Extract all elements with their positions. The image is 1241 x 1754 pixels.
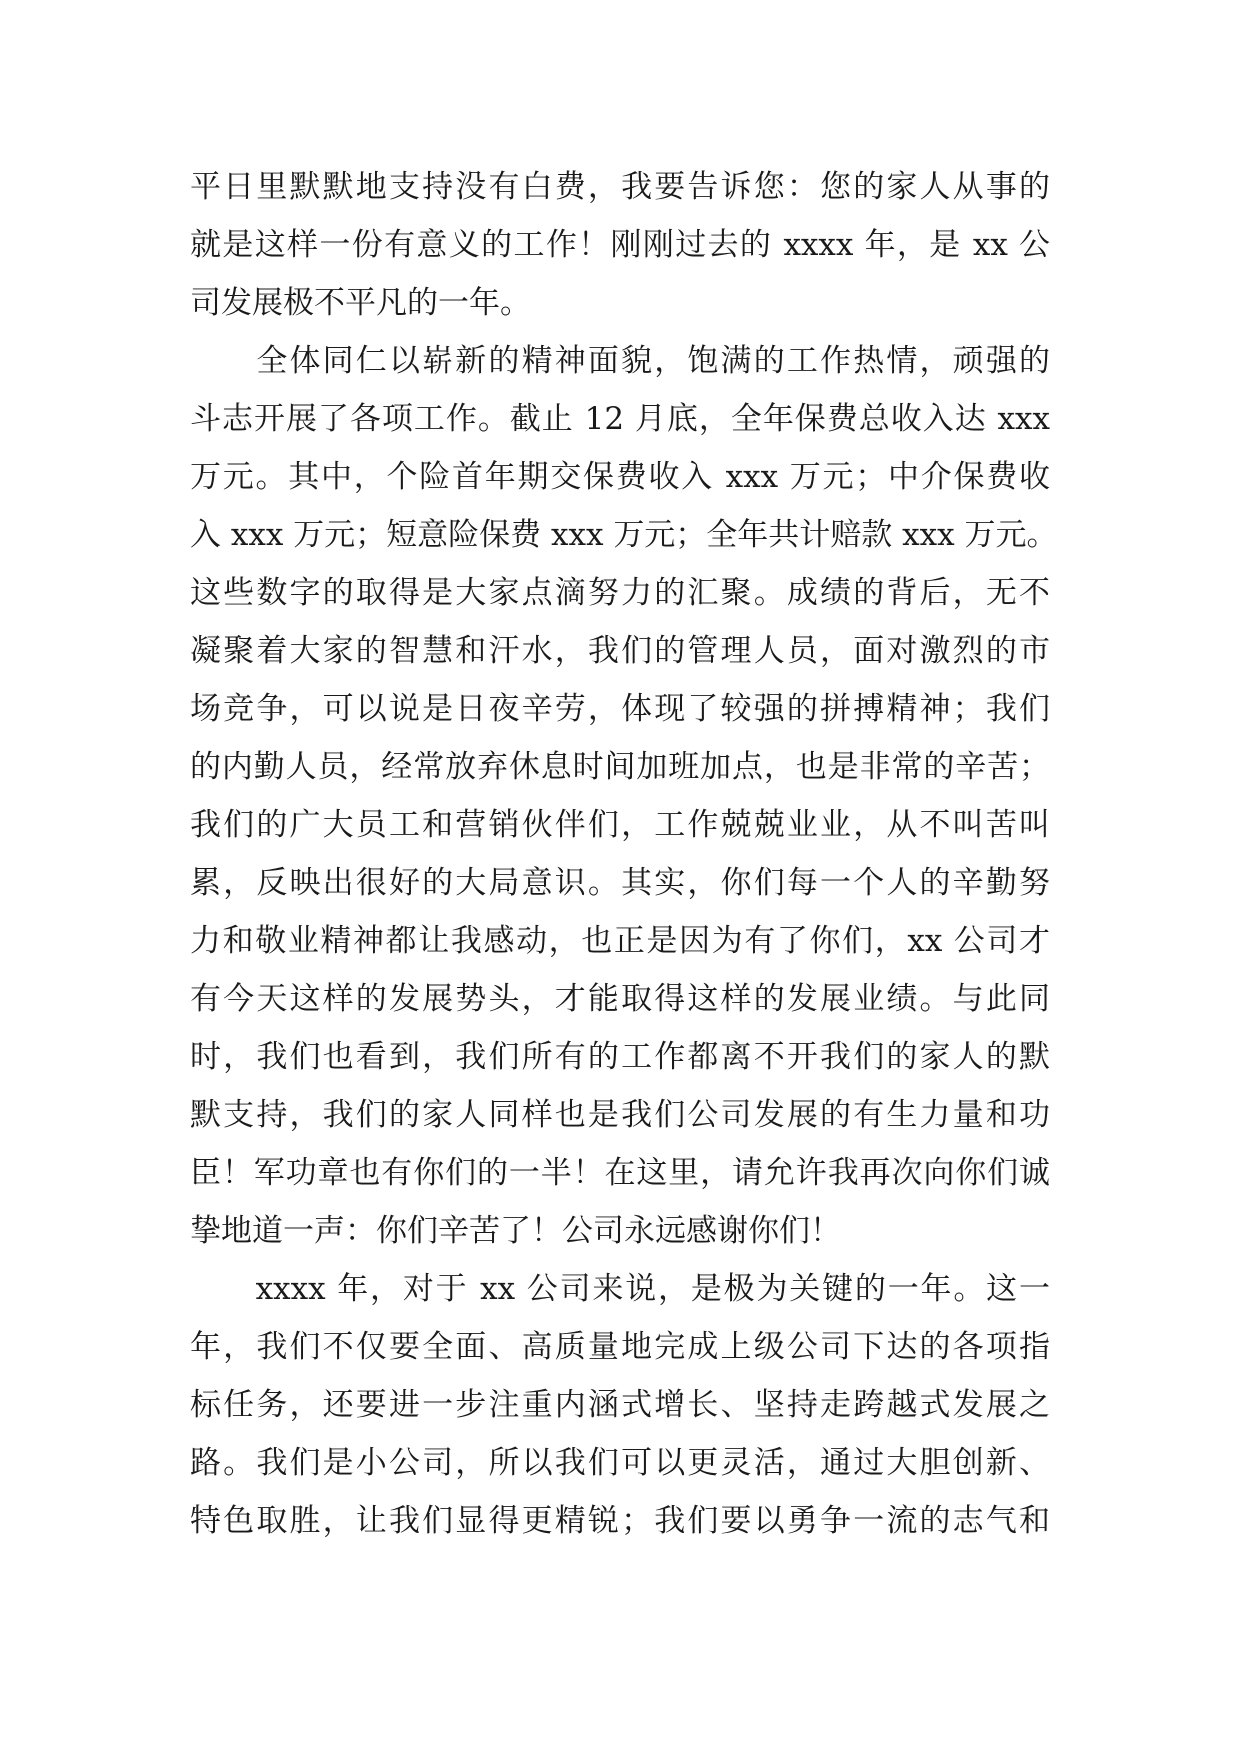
- document-body: [190, 158, 1058, 1550]
- text-line: 时，我们也看到，我们所有的工作都离不开我们的家人的默: [190, 1039, 1050, 1075]
- text-line: 平日里默默地支持没有白费，我要告诉您：您的家人从事的: [190, 169, 1050, 205]
- text-line: 就是这样一份有意义的工作！刚刚过去的 xxxx 年，是 xx 公: [190, 227, 1050, 263]
- text-line: 万元。其中，个险首年期交保费收入 xxx 万元；中介保费收: [190, 459, 1050, 495]
- text-line: 的内勤人员，经常放弃休息时间加班加点，也是非常的辛苦；: [190, 749, 1050, 785]
- text-line: 力和敬业精神都让我感动，也正是因为有了你们，xx 公司才: [190, 923, 1050, 959]
- text-line: 标任务，还要进一步注重内涵式增长、坚持走跨越式发展之: [190, 1387, 1050, 1423]
- text-line: xxxx 年，对于 xx 公司来说，是极为关键的一年。这一: [190, 1271, 1050, 1307]
- text-line: 累，反映出很好的大局意识。其实，你们每一个人的辛勤努: [190, 865, 1050, 901]
- text-line: 路。我们是小公司，所以我们可以更灵活，通过大胆创新、: [190, 1445, 1050, 1481]
- text-line: 司发展极不平凡的一年。: [190, 285, 531, 321]
- text-line: 臣！军功章也有你们的一半！在这里，请允许我再次向你们诚: [190, 1155, 1050, 1191]
- text-line: 有今天这样的发展势头，才能取得这样的发展业绩。与此同: [190, 981, 1050, 1017]
- text-line: 全体同仁以崭新的精神面貌，饱满的工作热情，顽强的: [190, 343, 1050, 379]
- text-line: 特色取胜，让我们显得更精锐；我们要以勇争一流的志气和: [190, 1503, 1050, 1539]
- text-line: 凝聚着大家的智慧和汗水，我们的管理人员，面对激烈的市: [190, 633, 1050, 669]
- text-line: 年，我们不仅要全面、高质量地完成上级公司下达的各项指: [190, 1329, 1050, 1365]
- text-line: 场竞争，可以说是日夜辛劳，体现了较强的拼搏精神；我们: [190, 691, 1050, 727]
- text-line: 我们的广大员工和营销伙伴们，工作兢兢业业，从不叫苦叫: [190, 807, 1050, 843]
- text-line: 斗志开展了各项工作。截止 12 月底，全年保费总收入达 xxx: [190, 401, 1050, 437]
- text-line: 默支持，我们的家人同样也是我们公司发展的有生力量和功: [190, 1097, 1050, 1133]
- text-line: 挚地道一声：你们辛苦了！公司永远感谢你们！: [190, 1213, 841, 1249]
- text-line: 入 xxx 万元；短意险保费 xxx 万元；全年共计赔款 xxx 万元。: [190, 517, 1058, 553]
- text-line: 这些数字的取得是大家点滴努力的汇聚。成绩的背后，无不: [190, 575, 1050, 611]
